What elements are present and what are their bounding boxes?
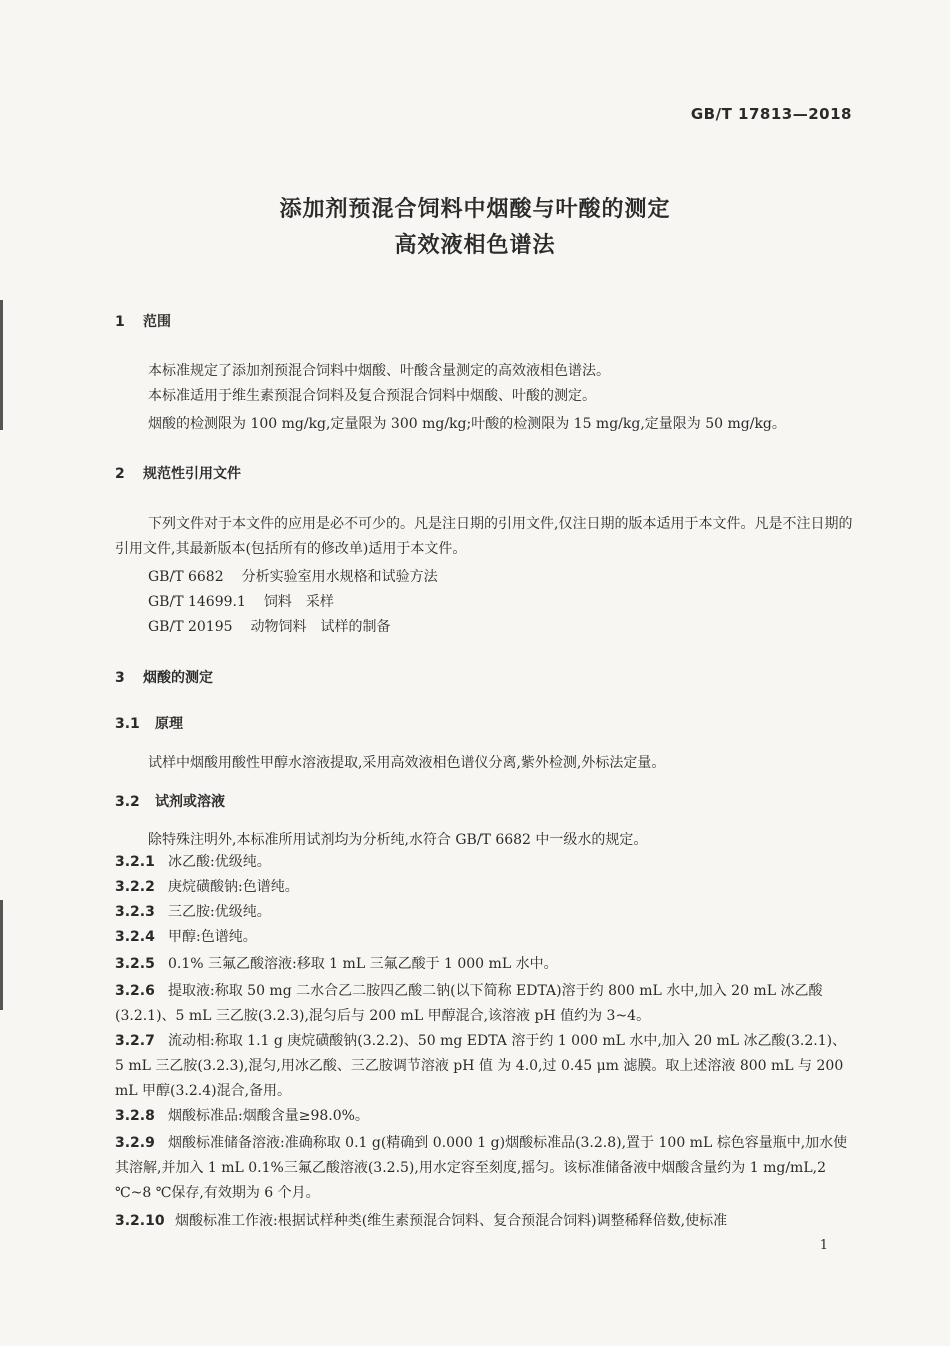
section-number: 3.2	[115, 794, 140, 810]
clause-text: 庚烷磺酸钠:色谱纯。	[168, 879, 299, 895]
standard-number: GB/T 17813—2018	[690, 105, 852, 123]
reference-code: GB/T 6682	[148, 569, 224, 585]
clause-text: 0.1% 三氟乙酸溶液:移取 1 mL 三氟乙酸于 1 000 mL 水中。	[168, 956, 558, 972]
reference-title: 动物饲料 试样的制备	[250, 619, 391, 635]
clause-text: 流动相:称取 1.1 g 庚烷磺酸钠(3.2.2)、50 mg EDTA 溶于约 1 000 mL 水中,加入 20 mL 冰乙酸(3.2.1)、5 mL 三乙胺(3.2.3),混匀,用冰乙酸、三乙胺调节溶液 pH 值 为 4.0,过 0.45 μm 滤膜。取上述溶液 800 mL 与 200 mL 甲醇(3.2.4)混合,备用。	[115, 1033, 847, 1099]
clause-number: 3.2.6	[115, 983, 155, 999]
clause-number: 3.2.8	[115, 1108, 155, 1124]
clause-text: 冰乙酸:优级纯。	[168, 854, 271, 870]
scan-edge-mark	[0, 900, 3, 1010]
section-title: 原理	[155, 716, 183, 732]
clause-number: 3.2.7	[115, 1033, 155, 1049]
clause-item	[115, 952, 851, 977]
section-3-1-heading	[115, 713, 183, 733]
reference-item	[148, 566, 438, 586]
reference-item	[148, 591, 334, 611]
paragraph: 试样中烟酸用酸性甲醇水溶液提取,采用高效液相色谱仪分离,紫外检测,外标法定量。	[148, 755, 666, 771]
section-title: 试剂或溶液	[155, 794, 225, 810]
section-3-2-heading	[115, 791, 225, 811]
paragraph: 除特殊注明外,本标准所用试剂均为分析纯,水符合 GB/T 6682 中一级水的规定。	[148, 832, 648, 848]
clause-number: 3.2.5	[115, 956, 155, 972]
section-number: 2	[115, 466, 125, 482]
section-2-heading	[115, 463, 241, 483]
paragraph: 烟酸的检测限为 100 mg/kg,定量限为 300 mg/kg;叶酸的检测限为 15 mg/kg,定量限为 50 mg/kg。	[148, 416, 786, 432]
document-title-line1: 添加剂预混合饲料中烟酸与叶酸的测定	[279, 197, 671, 222]
clause-number: 3.2.4	[115, 929, 155, 945]
section-number: 3.1	[115, 716, 140, 732]
clause-item	[115, 1131, 851, 1206]
section-number: 1	[115, 314, 125, 330]
clause-item	[115, 1209, 851, 1234]
paragraph: 本标准规定了添加剂预混合饲料中烟酸、叶酸含量测定的高效液相色谱法。	[148, 363, 610, 379]
reference-code: GB/T 20195	[148, 619, 233, 635]
clause-item	[115, 850, 851, 875]
section-3-heading	[115, 667, 213, 687]
clause-text: 甲醇:色谱纯。	[168, 929, 257, 945]
section-title: 规范性引用文件	[143, 466, 241, 482]
clause-item	[115, 900, 851, 925]
document-title-line2: 高效液相色谱法	[394, 233, 556, 258]
clause-text: 提取液:称取 50 mg 二水合乙二胺四乙酸二钠(以下简称 EDTA)溶于约 800 mL 水中,加入 20 mL 冰乙酸(3.2.1)、5 mL 三乙胺(3.2.3),混匀后与 200 mL 甲醇混合,该溶液 pH 值约为 3~4。	[115, 983, 823, 1024]
clause-item	[115, 979, 851, 1029]
clause-text: 烟酸标准工作液:根据试样种类(维生素预混合饲料、复合预混合饲料)调整稀释倍数,使标准	[175, 1213, 728, 1229]
clause-text: 烟酸标准储备溶液:准确称取 0.1 g(精确到 0.000 1 g)烟酸标准品(3.2.8),置于 100 mL 棕色容量瓶中,加水使其溶解,并加入 1 mL 0.1%三氟乙酸溶液(3.2.5),用水定容至刻度,摇匀。该标准储备液中烟酸含量约为 1 mg/mL,2 ℃~8 ℃保存,有效期为 6 个月。	[115, 1135, 848, 1201]
clause-text: 烟酸标准品:烟酸含量≥98.0%。	[168, 1108, 369, 1124]
clause-number: 3.2.1	[115, 854, 155, 870]
scan-edge-mark	[0, 300, 3, 430]
clause-number: 3.2.10	[115, 1213, 165, 1229]
reference-title: 饲料 采样	[263, 594, 334, 610]
clause-number: 3.2.3	[115, 904, 155, 920]
section-title: 范围	[143, 314, 171, 330]
clause-number: 3.2.2	[115, 879, 155, 895]
reference-code: GB/T 14699.1	[148, 594, 246, 610]
section-number: 3	[115, 670, 125, 686]
clause-text: 三乙胺:优级纯。	[168, 904, 271, 920]
section-title: 烟酸的测定	[143, 670, 213, 686]
clause-item	[115, 875, 851, 900]
page-number: 1	[819, 1238, 828, 1253]
paragraph: 下列文件对于本文件的应用是必不可少的。凡是注日期的引用文件,仅注日期的版本适用于本文件。凡是不注日期的引用文件,其最新版本(包括所有的修改单)适用于本文件。	[115, 516, 853, 557]
reference-item	[148, 616, 391, 636]
clause-item	[115, 1104, 851, 1129]
section-1-heading	[115, 311, 171, 331]
clause-item	[115, 1029, 851, 1104]
paragraph: 本标准适用于维生素预混合饲料及复合预混合饲料中烟酸、叶酸的测定。	[148, 388, 596, 404]
reference-title: 分析实验室用水规格和试验方法	[241, 569, 438, 585]
clause-number: 3.2.9	[115, 1135, 155, 1151]
clause-item	[115, 925, 851, 950]
